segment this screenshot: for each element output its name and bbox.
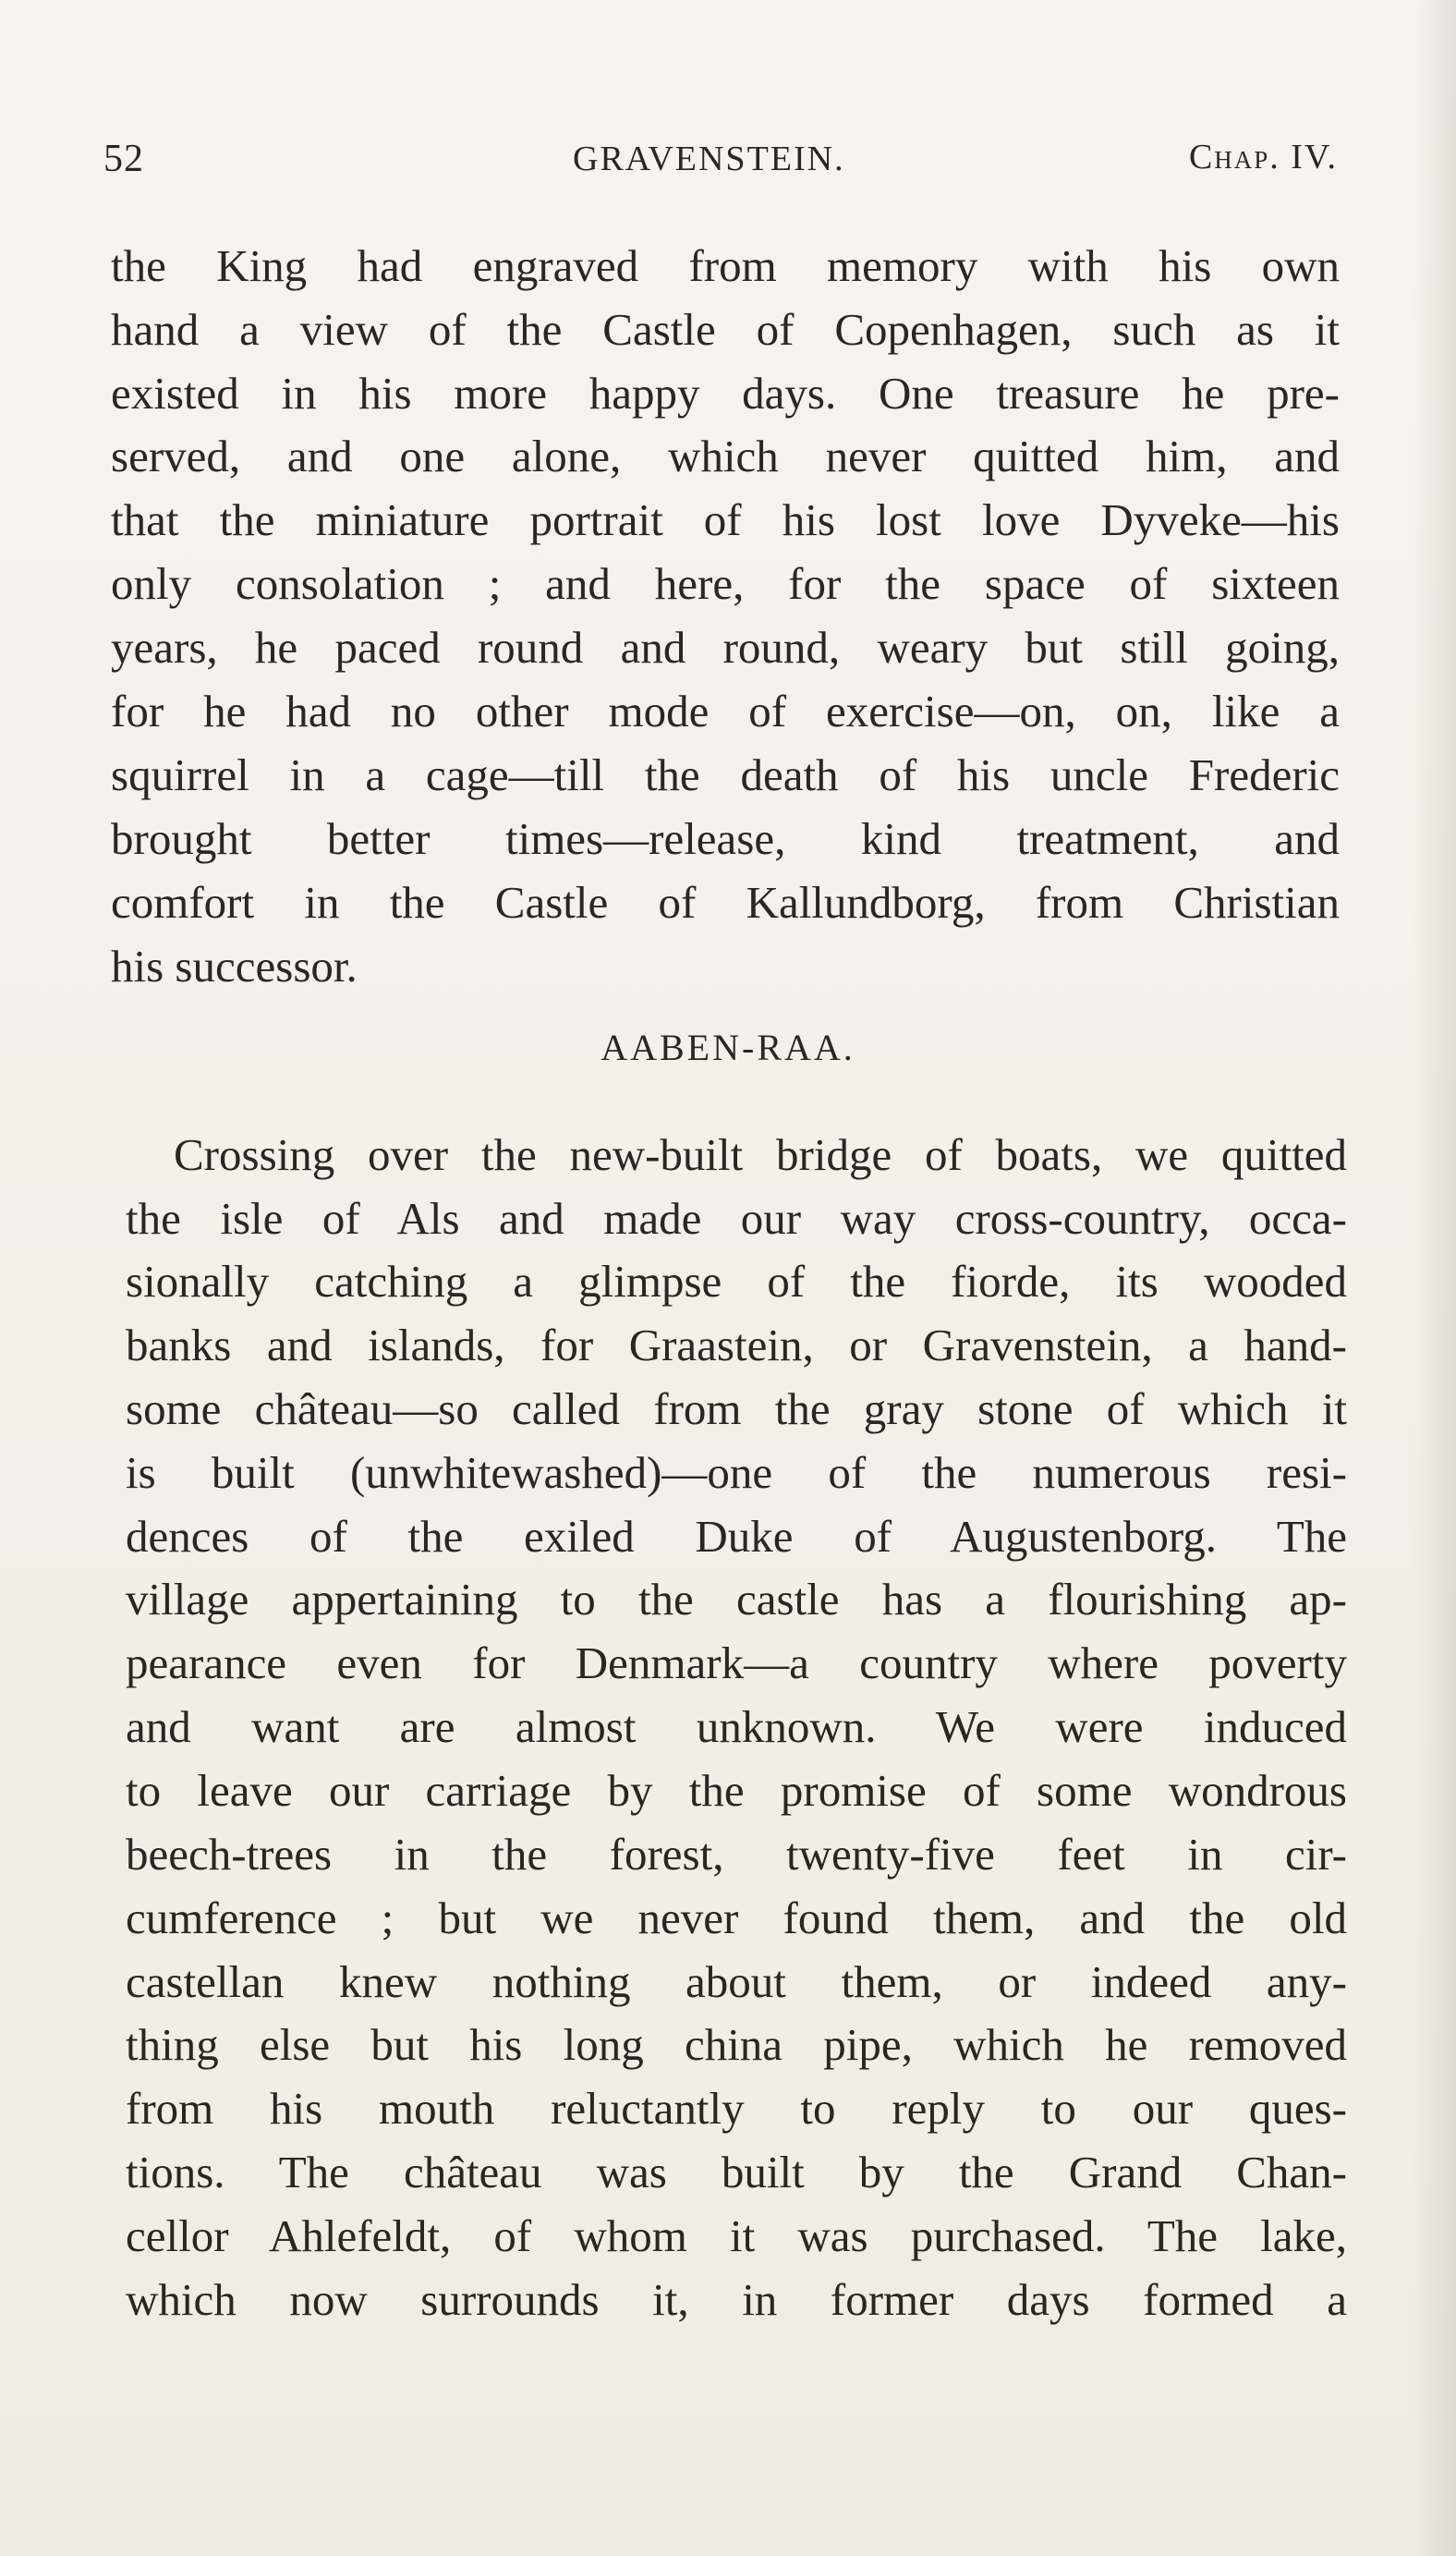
text-line: that the miniature portrait of his lost love Dyveke—his <box>111 494 1340 545</box>
text-line: cumference ; but we never found them, and the old <box>126 1893 1347 1943</box>
text-line: comfort in the Castle of Kallundborg, from Christian <box>111 877 1340 928</box>
text-line: years, he paced round and round, weary but still going, <box>111 622 1340 673</box>
text-line: tions. The château was built by the Grand Chan- <box>126 2147 1347 2197</box>
running-title: GRAVENSTEIN. <box>573 140 845 178</box>
text-line: beech-trees in the forest, twenty-five feet in cir- <box>126 1829 1347 1880</box>
chapter-label: Chap. IV. <box>1188 138 1338 176</box>
text-line: squirrel in a cage—till the death of his uncle Frederic <box>111 749 1340 800</box>
text-line: pearance even for Denmark—a country where poverty <box>126 1637 1347 1688</box>
text-line: and want are almost unknown. We were induced <box>126 1701 1347 1752</box>
text-line: sionally catching a glimpse of the fiorde, its wooded <box>126 1256 1347 1307</box>
text-line: castellan knew nothing about them, or indeed any- <box>126 1956 1347 2007</box>
text-line: his successor. <box>111 941 358 992</box>
text-line: is built (unwhitewashed)—one of the numerous resi- <box>126 1447 1347 1498</box>
text-line: village appertaining to the castle has a flourishing ap- <box>126 1574 1347 1625</box>
text-line: for he had no other mode of exercise—on, on, like a <box>111 686 1340 736</box>
text-line: Crossing over the new-built bridge of boats, we quitted <box>174 1129 1347 1180</box>
page-header <box>103 137 1338 183</box>
text-line: thing else but his long china pipe, which he removed <box>126 2019 1347 2070</box>
text-line: some château—so called from the gray stone of which it <box>126 1383 1347 1434</box>
text-line: to leave our carriage by the promise of some wondrous <box>126 1765 1347 1816</box>
text-line: cellor Ahlefeldt, of whom it was purchased. The lake, <box>126 2210 1347 2261</box>
page-number: 52 <box>103 138 144 180</box>
text-line: from his mouth reluctantly to reply to our ques- <box>126 2083 1347 2134</box>
text-line: which now surrounds it, in former days formed a <box>126 2274 1347 2325</box>
text-line: hand a view of the Castle of Copenhagen, such as it <box>111 304 1340 355</box>
text-line: served, and one alone, which never quitted him, and <box>111 431 1340 481</box>
text-line: dences of the exiled Duke of Augustenborg. The <box>126 1511 1347 1562</box>
text-line: banks and islands, for Graastein, or Gravenstein, a hand- <box>126 1320 1347 1370</box>
text-line: only consolation ; and here, for the space of sixteen <box>111 558 1340 609</box>
text-line: brought better times—release, kind treatment, and <box>111 813 1340 864</box>
section-heading: AABEN-RAA. <box>601 1027 855 1068</box>
text-line: the King had engraved from memory with his own <box>111 240 1340 291</box>
text-line: the isle of Als and made our way cross-country, occa- <box>126 1193 1347 1244</box>
text-line: existed in his more happy days. One treasure he pre- <box>111 368 1340 419</box>
